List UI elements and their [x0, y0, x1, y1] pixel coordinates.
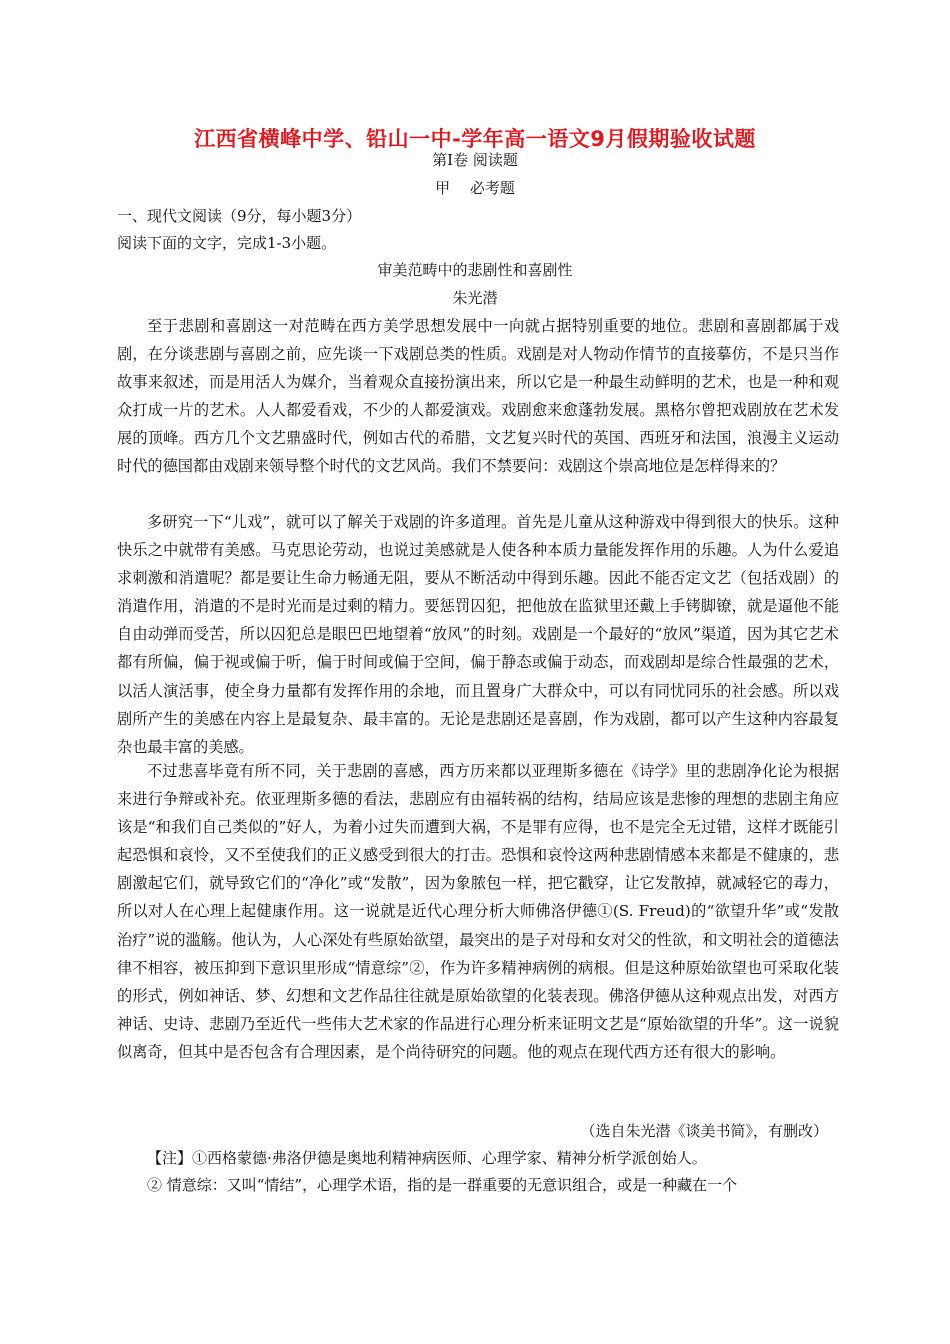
question-heading: 一、现代文阅读（9分，每小题3分） — [117, 207, 362, 225]
footnote-2: ② 情意综：又叫“情结”，心理学术语，指的是一群重要的无意识组合，或是一种藏在一个 — [147, 1176, 738, 1194]
volume-label: 第Ⅰ卷 阅读题 — [432, 151, 518, 169]
article-paragraph-3: 不过悲喜毕竟有所不同，关于悲剧的喜感，西方历来都以亚理斯多德在《诗学》里的悲剧净化论为根据来进行争辩或补充。依亚理斯多德的看法，悲剧应有由福转祸的结构，结局应该是悲惨的理想的悲剧主角应该是“和我们自己类似的”好人，为着小过失而遭到大祸，不是罪有应得，也不是完全无过错，这样才既能引起恐惧和哀怜，又不至使我们的正义感受到很大的打击。恐惧和哀怜这两种悲剧情感本来都是不健康的，悲剧激起它们，就导致它们的“净化”或“发散”，因为象脓包一样，把它戳穿，让它发散掉，就减轻它的毒力，所以对人在心理上起健康作用。这一说就是近代心理分析大师佛洛伊德①(S. Freud)的“欲望升华”或“发散治疗”说的滥觞。他认为，人心深处有些原始欲望，最突出的是子对母和女对父的性欲，和文明社会的道德法律不相容，被压抑到下意识里形成“情意综”②，作为许多精神病例的病根。但是这种原始欲望也可采取化装的形式，例如神话、梦、幻想和文艺作品往往就是原始欲望的化装表现。佛洛伊德从这种观点出发，对西方神话、史诗、悲剧乃至近代一些伟大艺术家的作品进行心理分析来证明文艺是“原始欲望的升华”。这一说貌似离奇，但其中是否包含有合理因素，是个尚待研究的问题。他的观点在现代西方还有很大的影响。 — [117, 762, 839, 1061]
question-instruction: 阅读下面的文字，完成1-3小题。 — [117, 234, 337, 252]
footnote-1: 【注】①西格蒙德·弗洛伊德是奥地利精神病医师、心理学家、精神分析学派创始人。 — [147, 1149, 707, 1167]
article-paragraph-1: 至于悲剧和喜剧这一对范畴在西方美学思想发展中一向就占据特别重要的地位。悲剧和喜剧都属于戏剧，在分谈悲剧与喜剧之前，应先谈一下戏剧总类的性质。戏剧是对人物动作情节的直接摹仿，不是只当作故事来叙述，而是用活人为媒介，当着观众直接扮演出来，所以它是一种最生动鲜明的艺术，也是一种和观众打成一片的艺术。人人都爱看戏，不少的人都爱演戏。戏剧愈来愈蓬勃发展。黑格尔曾把戏剧放在艺术发展的顶峰。西方几个文艺鼎盛时代，例如古代的希腊，文艺复兴时代的英国、西班牙和法国，浪漫主义运动时代的德国都由戏剧来领导整个时代的文艺风尚。我们不禁要问：戏剧这个崇高地位是怎样得来的？ — [117, 317, 839, 476]
article-author: 朱光潜 — [452, 289, 498, 307]
source-citation: （选自朱光潜《谈美书简》，有删改） — [580, 1122, 828, 1140]
section-label: 甲 必考题 — [435, 179, 515, 197]
exam-title: 江西省横峰中学、铅山一中-学年高一语文9月假期验收试题 — [194, 127, 756, 151]
article-paragraph-2: 多研究一下“儿戏”，就可以了解关于戏剧的许多道理。首先是儿童从这种游戏中得到很大的快乐。这种快乐之中就带有美感。马克思论劳动，也说过美感就是人使各种本质力量能发挥作用的乐趣。人为什么爱追求刺激和消遣呢？都是要让生命力畅通无阻，要从不断活动中得到乐趣。因此不能否定文艺（包括戏剧）的消遣作用，消遣的不是时光而是过剩的精力。要惩罚囚犯，把他放在监狱里还戴上手铐脚镣，就是逼他不能自由动弹而受苦，所以囚犯总是眼巴巴地望着“放风”的时刻。戏剧是一个最好的“放风”渠道，因为其它艺术都有所偏，偏于视或偏于听，偏于时间或偏于空间，偏于静态或偏于动态，而戏剧却是综合性最强的艺术，以活人演活事，使全身力量都有发挥作用的余地，而且置身广大群众中，可以有同忧同乐的社会感。所以戏剧所产生的美感在内容上是最复杂、最丰富的。无论是悲剧还是喜剧，作为戏剧，都可以产生这种内容最复杂也最丰富的美感。 — [117, 513, 839, 756]
article-title: 审美范畴中的悲剧性和喜剧性 — [377, 261, 573, 279]
